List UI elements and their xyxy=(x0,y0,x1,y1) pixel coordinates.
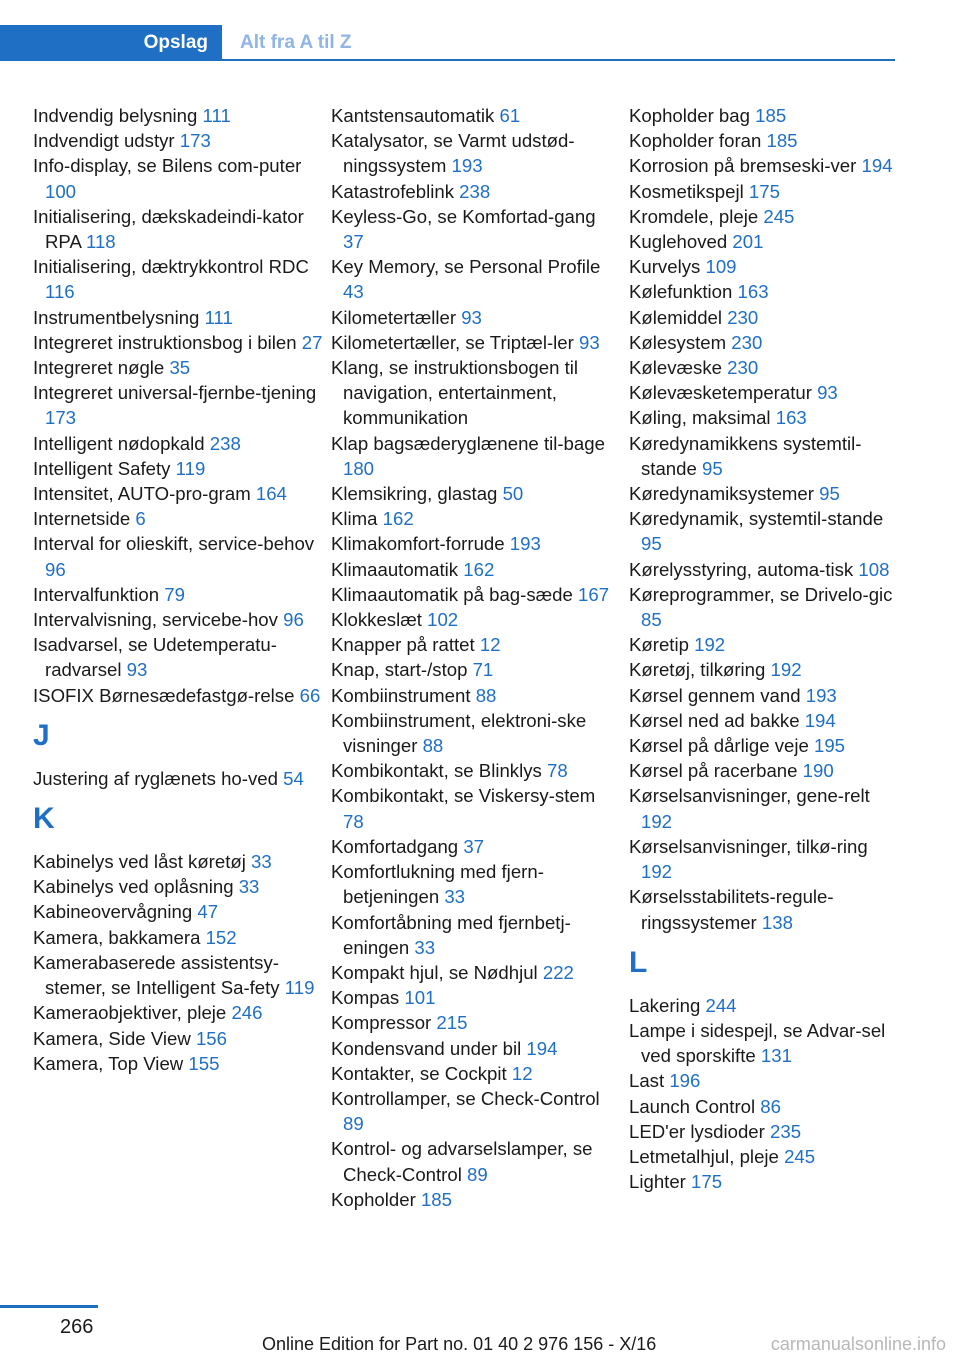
index-entry xyxy=(331,506,621,531)
entry-text: Kølefunktion xyxy=(629,281,733,303)
index-entry xyxy=(331,305,621,330)
index-entry xyxy=(331,1010,621,1035)
entry-text: Letmetalhjul, pleje xyxy=(629,1145,779,1167)
page-link[interactable]: 185 xyxy=(766,130,798,152)
index-entry xyxy=(33,380,323,430)
entry-text: Lampe i sidespejl, se Advar-sel ved sporskifte xyxy=(629,1019,886,1067)
page-link[interactable]: 138 xyxy=(761,911,793,933)
page-link[interactable]: 196 xyxy=(669,1070,701,1092)
entry-text: Indvendig belysning xyxy=(33,105,198,126)
entry-text: Kørselsanvisninger, tilkø-ring xyxy=(629,835,868,857)
index-entry xyxy=(33,899,323,924)
index-entry xyxy=(33,103,323,128)
page-link[interactable]: 102 xyxy=(427,609,459,631)
index-entry xyxy=(629,431,899,481)
index-entry xyxy=(33,950,323,1000)
index-entry xyxy=(629,683,899,708)
entry-text: Kombikontakt, se Viskersy-stem xyxy=(331,785,596,807)
index-entry xyxy=(331,607,621,632)
page-link[interactable]: 193 xyxy=(451,155,483,177)
index-entry xyxy=(33,153,323,203)
entry-text: Kabineovervågning xyxy=(33,901,193,923)
page-link[interactable]: 163 xyxy=(737,281,769,303)
index-entry xyxy=(331,330,621,355)
entry-text: Kompakt hjul, se Nødhjul xyxy=(331,961,538,983)
entry-text: Kopholder bag xyxy=(629,105,750,126)
index-entry xyxy=(331,531,621,556)
index-entry xyxy=(629,305,899,330)
entry-text: Kørsel på racerbane xyxy=(629,760,798,782)
index-entry xyxy=(629,380,899,405)
entry-text: Kamera, bakkamera xyxy=(33,926,201,948)
entry-text: Kamera, Top View xyxy=(33,1052,184,1074)
index-entry xyxy=(629,733,899,758)
entry-text: Integreret nøgle xyxy=(33,357,165,379)
index-entry xyxy=(331,834,621,859)
entry-text: Integreret instruktionsbog i bilen xyxy=(33,331,297,353)
page-link[interactable]: 119 xyxy=(284,977,315,999)
entry-text: Kølevæske xyxy=(629,357,722,379)
page-link[interactable]: 78 xyxy=(343,810,364,832)
entry-text: Isadvarsel, se Udetemperatu-radvarsel xyxy=(33,634,277,681)
page-link[interactable]: 235 xyxy=(770,1120,802,1142)
entry-text: Kilometertæller, se Triptæl-ler xyxy=(331,331,574,353)
page-link[interactable]: 47 xyxy=(197,901,219,923)
index-entry xyxy=(629,103,899,128)
page-link[interactable]: 244 xyxy=(705,994,737,1016)
index-entry xyxy=(629,632,899,657)
index-entry xyxy=(629,355,899,380)
page-link[interactable]: 66 xyxy=(299,684,321,706)
page-link[interactable]: 100 xyxy=(45,180,77,202)
entry-text: Intelligent Safety xyxy=(33,457,171,479)
entry-text: Kurvelys xyxy=(629,256,701,278)
page-link[interactable]: 193 xyxy=(805,684,837,706)
page-link[interactable]: 192 xyxy=(641,810,673,832)
page-link[interactable]: 180 xyxy=(343,457,375,479)
index-entry xyxy=(629,279,899,304)
page-link[interactable]: 89 xyxy=(467,1163,488,1185)
index-entry xyxy=(331,254,621,304)
page-link[interactable]: 85 xyxy=(641,609,662,631)
index-entry xyxy=(629,1119,899,1144)
index-entry xyxy=(331,985,621,1010)
entry-text: Køreprogrammer, se Drivelo-gic xyxy=(629,583,893,605)
page-link[interactable]: 201 xyxy=(732,231,764,253)
page-link[interactable]: 93 xyxy=(579,331,600,353)
entry-text: Intervalfunktion xyxy=(33,583,160,605)
page-link[interactable]: 95 xyxy=(819,483,840,505)
index-entry xyxy=(629,783,899,833)
index-entry xyxy=(331,708,621,758)
entry-text: Komfortadgang xyxy=(331,835,459,857)
page-link[interactable]: 245 xyxy=(784,1145,816,1167)
page-link[interactable]: 33 xyxy=(251,851,272,873)
entry-text: Kopholder foran xyxy=(629,130,762,152)
page-link[interactable]: 222 xyxy=(542,961,574,983)
index-entry xyxy=(331,910,621,960)
entry-text: Keyless-Go, se Komfortad-gang xyxy=(331,205,596,227)
entry-text: Last xyxy=(629,1070,665,1092)
index-entry xyxy=(33,766,323,791)
index-entry xyxy=(331,204,621,254)
section-letter: K xyxy=(33,802,55,836)
page-link[interactable]: 54 xyxy=(283,767,304,789)
index-entry xyxy=(331,481,621,506)
index-entry xyxy=(331,632,621,657)
page-link[interactable]: 27 xyxy=(301,331,323,353)
entry-text: Justering af ryglænets ho-ved xyxy=(33,767,278,789)
section-letter: L xyxy=(629,945,648,979)
page-link[interactable]: 61 xyxy=(499,105,521,126)
index-entry xyxy=(33,531,323,581)
entry-text: Kondensvand under bil xyxy=(331,1037,522,1059)
entry-text: Kombiinstrument xyxy=(331,684,471,706)
page-link[interactable]: 33 xyxy=(444,886,466,908)
index-entry xyxy=(629,153,899,178)
index-entry xyxy=(629,1169,899,1194)
index-column-3 xyxy=(629,103,899,1194)
index-entry xyxy=(33,582,323,607)
page-link[interactable]: 175 xyxy=(691,1171,723,1193)
entry-text: Klap bagsæderyglænene til-bage xyxy=(331,432,605,454)
entry-text: Intelligent nødopkald xyxy=(33,432,205,454)
index-entry xyxy=(629,1018,899,1068)
page-link[interactable]: 238 xyxy=(209,432,241,454)
index-entry xyxy=(331,179,621,204)
index-entry xyxy=(629,884,899,934)
index-column-1 xyxy=(33,103,323,1076)
index-entry xyxy=(33,683,323,708)
tab-alt-fra-a-til-z[interactable]: Alt fra A til Z xyxy=(240,32,352,53)
entry-text: Klima xyxy=(331,508,378,530)
entry-text: Interval for olieskift, service-behov xyxy=(33,533,315,555)
entry-text: Komfortlukning med fjern-betjeningen xyxy=(331,861,544,908)
index-entry xyxy=(629,1144,899,1169)
page-link[interactable]: 162 xyxy=(463,558,495,580)
watermark: carmanualsonline.info xyxy=(770,1334,946,1354)
index-entry xyxy=(629,834,899,884)
page-link[interactable]: 6 xyxy=(135,508,146,530)
index-entry xyxy=(33,355,323,380)
entry-text: Kombikontakt, se Blinklys xyxy=(331,760,542,782)
page-link[interactable]: 119 xyxy=(175,457,206,479)
entry-text: Kopholder xyxy=(331,1188,416,1210)
index-entry xyxy=(33,1000,323,1025)
page-link[interactable]: 192 xyxy=(694,634,726,656)
index-entry xyxy=(33,431,323,456)
entry-text: Kosmetikspejl xyxy=(629,180,744,202)
entry-text: Kompas xyxy=(331,987,400,1009)
entry-text: Intervalvisning, servicebe-hov xyxy=(33,609,278,631)
entry-text: Key Memory, se Personal Profile xyxy=(331,256,601,278)
page-link[interactable]: 230 xyxy=(731,331,763,353)
index-entry xyxy=(629,204,899,229)
index-entry xyxy=(331,960,621,985)
page-link[interactable]: 185 xyxy=(755,105,787,126)
entry-text: Korrosion på bremseski-ver xyxy=(629,155,857,177)
tab-opslag[interactable]: Opslag xyxy=(0,25,222,61)
page-link[interactable]: 155 xyxy=(188,1052,220,1074)
index-entry xyxy=(331,1061,621,1086)
index-entry xyxy=(33,254,323,304)
index-entry xyxy=(33,481,323,506)
entry-text: Launch Control xyxy=(629,1095,756,1117)
index-entry xyxy=(629,1068,899,1093)
entry-text: Knapper på rattet xyxy=(331,634,475,656)
entry-text: Klimakomfort-forrude xyxy=(331,533,505,555)
entry-text: Kølemiddel xyxy=(629,306,723,328)
page-link[interactable]: 33 xyxy=(414,936,436,958)
index-entry xyxy=(331,355,621,431)
page-link[interactable]: 101 xyxy=(404,987,436,1009)
page-link[interactable]: 195 xyxy=(814,735,846,757)
index-entry xyxy=(33,330,323,355)
index-entry xyxy=(331,1036,621,1061)
entry-text: Kørelysstyring, automa-tisk xyxy=(629,558,854,580)
index-entry xyxy=(33,506,323,531)
page-link[interactable]: 79 xyxy=(164,583,185,605)
page-link[interactable]: 194 xyxy=(804,709,836,731)
index-entry xyxy=(331,758,621,783)
page-link[interactable]: 12 xyxy=(479,634,501,656)
index-entry xyxy=(33,1026,323,1051)
page-link[interactable]: 71 xyxy=(472,659,494,681)
page-link[interactable]: 152 xyxy=(205,926,237,948)
page-link[interactable]: 93 xyxy=(817,382,838,404)
page-link[interactable]: 95 xyxy=(702,457,723,479)
index-entry xyxy=(629,657,899,682)
page-link[interactable]: 238 xyxy=(459,180,491,202)
index-entry xyxy=(629,254,899,279)
page-number: 266 xyxy=(60,1316,94,1338)
page-link[interactable]: 131 xyxy=(760,1045,792,1067)
entry-text: Kølesystem xyxy=(629,331,727,353)
index-entry xyxy=(33,1051,323,1076)
entry-text: Klang, se instruktionsbogen til navigation, entertainment, kommunikation xyxy=(331,357,579,429)
entry-text: Kameraobjektiver, pleje xyxy=(33,1002,227,1024)
index-entry xyxy=(33,849,323,874)
entry-text: Kørselsstabilitets-regule-ringssystemer xyxy=(629,886,834,933)
page-link[interactable]: 194 xyxy=(861,155,893,177)
entry-text: Køredynamikkens systemtil-stande xyxy=(629,432,862,479)
page-link[interactable]: 96 xyxy=(283,609,304,631)
entry-text: Kontrol- og advarselslamper, se Check-Control xyxy=(331,1138,593,1185)
page-link[interactable]: 89 xyxy=(343,1113,364,1135)
entry-text: Integreret universal-fjernbe-tjening xyxy=(33,382,317,404)
page-link[interactable]: 163 xyxy=(775,407,807,429)
entry-text: Kromdele, pleje xyxy=(629,205,759,227)
page-link[interactable]: 86 xyxy=(760,1095,781,1117)
entry-text: Info-display, se Bilens com-puter xyxy=(33,155,302,177)
entry-text: Kompressor xyxy=(331,1012,432,1034)
entry-text: Indvendigt udstyr xyxy=(33,130,175,152)
entry-text: Kilometertæller xyxy=(331,306,457,328)
entry-text: Kørsel ned ad bakke xyxy=(629,709,800,731)
index-entry xyxy=(33,305,323,330)
index-entry xyxy=(33,925,323,950)
index-entry xyxy=(331,1086,621,1136)
entry-text: Kamera, Side View xyxy=(33,1027,191,1049)
page-link[interactable]: 93 xyxy=(126,659,148,681)
page-link[interactable]: 215 xyxy=(436,1012,468,1034)
index-entry xyxy=(331,557,621,582)
index-entry xyxy=(331,657,621,682)
page-link[interactable]: 118 xyxy=(86,231,116,253)
page-link[interactable]: 78 xyxy=(547,760,568,782)
entry-text: Køredynamiksystemer xyxy=(629,483,814,505)
page-link[interactable]: 43 xyxy=(343,281,364,303)
entry-text: Kørsel gennem vand xyxy=(629,684,801,706)
page-link[interactable]: 116 xyxy=(45,281,75,303)
page-link[interactable]: 93 xyxy=(461,306,482,328)
entry-text: Kørselsanvisninger, gene-relt xyxy=(629,785,870,807)
index-entry xyxy=(33,456,323,481)
page-link[interactable]: 230 xyxy=(727,306,759,328)
page-link[interactable]: 35 xyxy=(169,357,191,379)
index-entry xyxy=(33,128,323,153)
index-column-2 xyxy=(331,103,621,1212)
page-link[interactable]: 193 xyxy=(509,533,541,555)
page-link[interactable]: 109 xyxy=(705,256,737,278)
index-entry xyxy=(629,179,899,204)
page-link[interactable]: 162 xyxy=(382,508,414,530)
index-entry xyxy=(331,783,621,833)
page-link[interactable]: 173 xyxy=(179,130,211,152)
page-link[interactable]: 175 xyxy=(748,180,780,202)
index-entry xyxy=(629,557,899,582)
page-link[interactable]: 88 xyxy=(422,735,444,757)
page-link[interactable]: 108 xyxy=(858,558,890,580)
page-link[interactable]: 50 xyxy=(502,483,524,505)
index-entry xyxy=(331,1187,621,1212)
entry-text: Kontakter, se Cockpit xyxy=(331,1062,507,1084)
header-divider xyxy=(222,59,895,61)
page-link[interactable]: 173 xyxy=(45,407,77,429)
index-entry xyxy=(629,229,899,254)
index-entry xyxy=(629,506,899,556)
header-bar xyxy=(0,25,895,61)
entry-text: Køretip xyxy=(629,634,689,656)
entry-text: Kombiinstrument, elektroni-ske visninger xyxy=(331,709,587,757)
entry-text: Knap, start-/stop xyxy=(331,659,468,681)
index-entry xyxy=(629,330,899,355)
page-link[interactable]: 192 xyxy=(641,861,673,883)
page-link[interactable]: 37 xyxy=(463,835,485,857)
page-link[interactable]: 192 xyxy=(770,659,802,681)
index-entry xyxy=(331,128,621,178)
section-letter: J xyxy=(33,718,50,752)
page-link[interactable]: 164 xyxy=(255,483,287,505)
entry-text: Kamerabaserede assistentsy-stemer, se Intelligent Sa-fety xyxy=(33,951,280,999)
entry-text: Kontrollamper, se Check-Control xyxy=(331,1087,600,1109)
index-entry xyxy=(33,874,323,899)
entry-text: Klimaautomatik xyxy=(331,558,459,580)
entry-text: Kørsel på dårlige veje xyxy=(629,735,809,757)
edition-note: Online Edition for Part no. 01 40 2 976 156 - X/16 xyxy=(262,1334,657,1354)
page-link[interactable]: 167 xyxy=(578,583,610,605)
index-entry xyxy=(629,582,899,632)
entry-text: Klimaautomatik på bag-sæde xyxy=(331,583,573,605)
index-entry xyxy=(331,1136,621,1186)
page-link[interactable]: 12 xyxy=(511,1062,533,1084)
index-entry xyxy=(33,607,323,632)
entry-text: Klemsikring, glastag xyxy=(331,483,498,505)
entry-text: Kabinelys ved låst køretøj xyxy=(33,851,246,873)
index-entry xyxy=(331,859,621,909)
index-entry xyxy=(331,431,621,481)
entry-text: Intensitet, AUTO-pro-gram xyxy=(33,483,251,505)
entry-text: Klokkeslæt xyxy=(331,609,422,631)
entry-text: Initialisering, dækskadeindi-kator RPA xyxy=(33,205,304,253)
index-entry xyxy=(331,683,621,708)
page-link[interactable]: 190 xyxy=(802,760,834,782)
index-entry xyxy=(629,758,899,783)
index-entry xyxy=(629,405,899,430)
entry-text: Køling, maksimal xyxy=(629,407,771,429)
entry-text: Katalysator, se Varmt udstød-ningssystem xyxy=(331,130,575,177)
page-link[interactable]: 111 xyxy=(204,306,233,328)
entry-text: Lighter xyxy=(629,1171,686,1193)
index-entry xyxy=(33,204,323,254)
page-link[interactable]: 37 xyxy=(343,231,364,253)
entry-text: Køretøj, tilkøring xyxy=(629,659,766,681)
index-entry xyxy=(629,128,899,153)
entry-text: Lakering xyxy=(629,994,701,1016)
page-link[interactable]: 185 xyxy=(420,1188,452,1210)
entry-text: Internetside xyxy=(33,508,131,530)
entry-text: ISOFIX Børnesædefastgø-relse xyxy=(33,684,295,706)
index-entry xyxy=(331,103,621,128)
entry-text: LED'er lysdioder xyxy=(629,1120,765,1142)
entry-text: Kuglehoved xyxy=(629,231,728,253)
page-link[interactable]: 230 xyxy=(727,357,759,379)
index-entry xyxy=(629,481,899,506)
entry-text: Køredynamik, systemtil-stande xyxy=(629,508,884,530)
entry-text: Kabinelys ved oplåsning xyxy=(33,876,234,898)
page-link[interactable]: 245 xyxy=(763,205,795,227)
page-link[interactable]: 111 xyxy=(202,105,231,126)
index-entry xyxy=(629,993,899,1018)
page-link[interactable]: 246 xyxy=(231,1002,263,1024)
index-entry xyxy=(33,632,323,682)
page-link[interactable]: 88 xyxy=(475,684,497,706)
index-entry xyxy=(331,582,621,607)
entry-text: Kantstensautomatik xyxy=(331,105,495,126)
footer-divider xyxy=(0,1305,98,1308)
entry-text: Instrumentbelysning xyxy=(33,306,200,328)
entry-text: Komfortåbning med fjernbetj-eningen xyxy=(331,911,571,958)
index-entry xyxy=(629,708,899,733)
entry-text: Kølevæsketemperatur xyxy=(629,382,812,404)
page-link[interactable]: 33 xyxy=(238,876,260,898)
page-link[interactable]: 156 xyxy=(195,1027,227,1049)
page-link[interactable]: 95 xyxy=(641,533,662,555)
page-link[interactable]: 96 xyxy=(45,558,66,580)
entry-text: Initialisering, dæktrykkontrol RDC xyxy=(33,256,309,278)
index-entry xyxy=(629,1094,899,1119)
entry-text: Katastrofeblink xyxy=(331,180,454,202)
page-link[interactable]: 194 xyxy=(526,1037,558,1059)
